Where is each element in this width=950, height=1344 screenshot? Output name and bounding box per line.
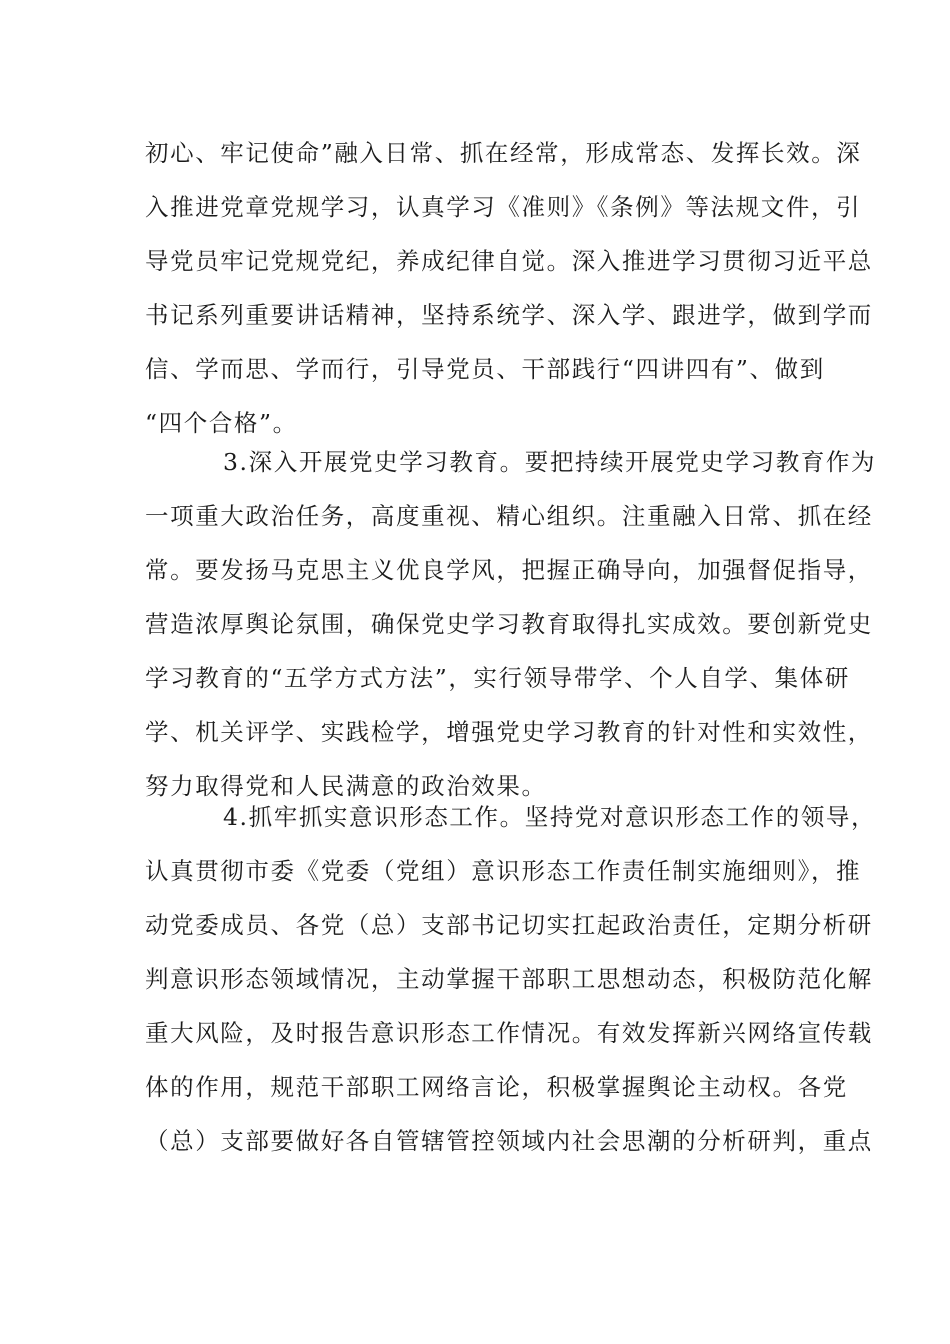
text-line: 重大风险，及时报告意识形态工作情况。有效发挥新兴网络宣传载 — [145, 1019, 873, 1047]
paragraph-heading-line: 3.深入开展党史学习教育。要把持续开展党史学习教育作为 — [223, 448, 877, 476]
text-line: 营造浓厚舆论氛围，确保党史学习教育取得扎实成效。要创新党史 — [145, 610, 873, 638]
paragraph-heading-line: 4.抓牢抓实意识形态工作。坚持党对意识形态工作的领导， — [223, 803, 877, 831]
text-line: 初心、牢记使命”融入日常、抓在经常，形成常态、发挥长效。深 — [145, 139, 862, 167]
text-line: 导党员牢记党规党纪，养成纪律自觉。深入推进学习贯彻习近平总 — [145, 247, 873, 275]
text-line: “四个合格”。 — [145, 409, 298, 437]
paragraph-item-3 — [145, 435, 877, 813]
text-line: 判意识形态领域情况，主动掌握干部职工思想动态，积极防范化解 — [145, 965, 873, 993]
paragraph-continuation — [145, 126, 873, 450]
text-line: （总）支部要做好各自管辖管控领域内社会思潮的分析研判，重点 — [145, 1127, 873, 1155]
text-line: 认真贯彻市委《党委（党组）意识形态工作责任制实施细则》，推 — [145, 857, 862, 885]
text-line: 信、学而思、学而行，引导党员、干部践行“四讲四有”、做到 — [145, 355, 825, 383]
text-line: 体的作用，规范干部职工网络言论，积极掌握舆论主动权。各党 — [145, 1073, 848, 1101]
text-line: 入推进党章党规学习，认真学习《准则》《条例》等法规文件，引 — [145, 193, 862, 221]
text-line: 常。要发扬马克思主义优良学风，把握正确导向，加强督促指导， — [145, 556, 873, 584]
paragraph-item-4 — [145, 790, 877, 1168]
text-line: 努力取得党和人民满意的政治效果。 — [145, 772, 547, 800]
text-line: 一项重大政治任务，高度重视、精心组织。注重融入日常、抓在经 — [145, 502, 873, 530]
text-line: 动党委成员、各党（总）支部书记切实扛起政治责任，定期分析研 — [145, 911, 873, 939]
text-line: 学、机关评学、实践检学，增强党史学习教育的针对性和实效性， — [145, 718, 873, 746]
text-line: 学习教育的“五学方式方法”，实行领导带学、个人自学、集体研 — [145, 664, 850, 692]
text-line: 书记系列重要讲话精神，坚持系统学、深入学、跟进学，做到学而 — [145, 301, 873, 329]
